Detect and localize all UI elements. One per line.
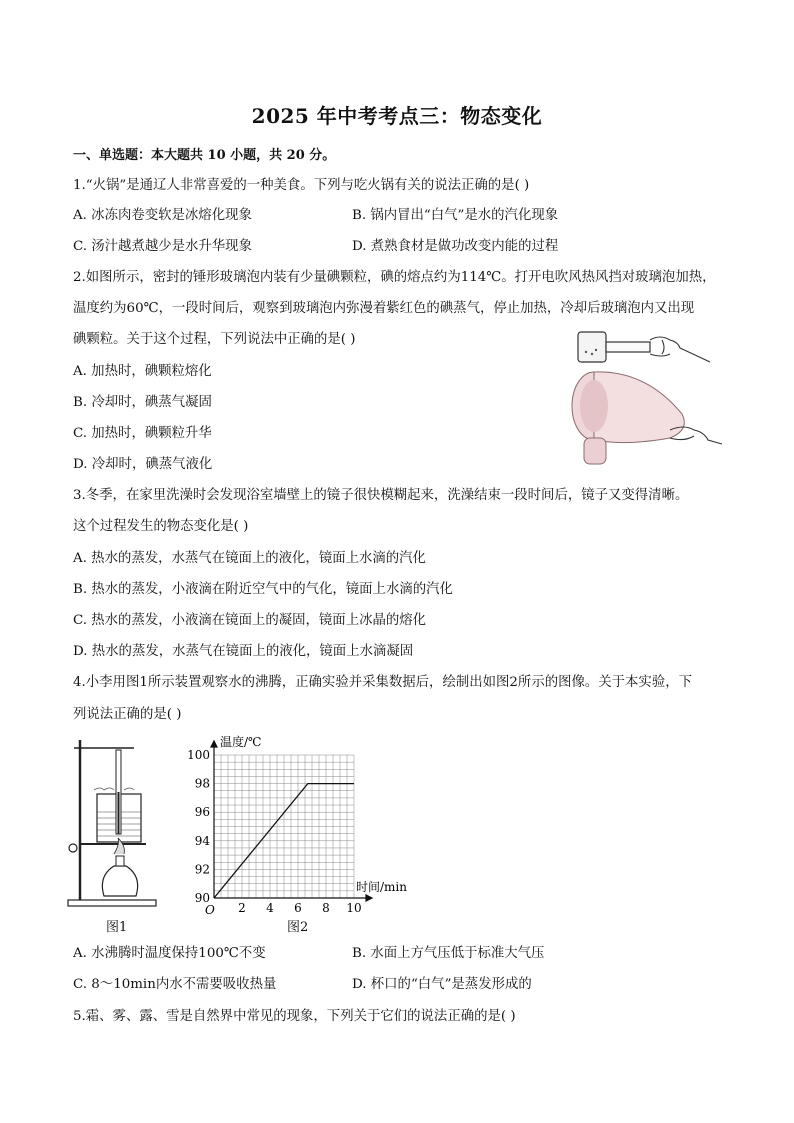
y-axis-label: 温度/℃ bbox=[220, 735, 262, 749]
x-tick-label: 10 bbox=[346, 901, 362, 915]
y-tick-label: 98 bbox=[194, 776, 210, 791]
q3-option-c: C. 热水的蒸发，小液滴在镜面上的凝固，镜面上冰晶的熔化 bbox=[73, 613, 427, 628]
question-4-stem-line1: 4.小李用图1所示装置观察水的沸腾，正确实验并采集数据后，绘制出如图2所示的图像。关于本实验，下 bbox=[73, 675, 692, 690]
x-tick-label: 2 bbox=[238, 901, 246, 915]
stand-base bbox=[68, 900, 156, 906]
x-tick-label: 4 bbox=[266, 901, 274, 915]
hand-icon bbox=[650, 337, 710, 362]
glass-bulb-icon bbox=[578, 332, 606, 362]
q4-option-d: D. 杯口的“白气”是蒸发形成的 bbox=[352, 977, 532, 992]
hair-dryer-figure bbox=[566, 326, 724, 470]
question-3-stem-line1: 3.冬季，在家里洗澡时会发现浴室墙壁上的镜子很快模糊起来，洗澡结束一段时间后，镜子又变得清晰。 bbox=[73, 488, 689, 503]
y-axis-arrow bbox=[211, 741, 217, 747]
question-2-stem-line3: 碘颗粒。关于这个过程，下列说法中正确的是( ) bbox=[73, 332, 356, 347]
q2-option-c: C. 加热时，碘颗粒升华 bbox=[73, 426, 212, 441]
question-1-stem: 1.“火锅”是通辽人非常喜爱的一种美食。下列与吃火锅有关的说法正确的是( ) bbox=[73, 178, 530, 193]
q1-option-a: A. 冰冻肉卷变软是冰熔化现象 bbox=[73, 208, 252, 223]
q3-option-d: D. 热水的蒸发，水蒸气在镜面上的液化，镜面上水滴凝固 bbox=[73, 644, 414, 659]
x-tick-label: 8 bbox=[322, 901, 330, 915]
question-5-stem: 5.霜、雾、露、雪是自然界中常见的现象，下列关于它们的说法正确的是( ) bbox=[73, 1009, 516, 1024]
q4-option-b: B. 水面上方气压低于标准大气压 bbox=[352, 946, 545, 961]
question-2-stem-line2: 温度约为60℃，一段时间后，观察到玻璃泡内弥漫着紫红色的碘蒸气，停止加热，冷却后玻璃泡内又出现 bbox=[73, 301, 695, 316]
page-title: 2025 年中考考点三：物态变化 bbox=[251, 104, 543, 128]
q1-option-d: D. 煮熟食材是做功改变内能的过程 bbox=[352, 239, 559, 254]
section-heading: 一、单选题：本大题共 10 小题，共 20 分。 bbox=[73, 148, 336, 163]
y-tick-label: 92 bbox=[194, 862, 210, 877]
y-tick-label: 94 bbox=[194, 833, 210, 848]
y-tick-label: 96 bbox=[194, 805, 210, 820]
q2-option-a: A. 加热时，碘颗粒熔化 bbox=[73, 364, 212, 379]
q2-option-d: D. 冷却时，碘蒸气液化 bbox=[73, 457, 213, 472]
q1-option-b: B. 锅内冒出“白气”是水的汽化现象 bbox=[352, 208, 559, 223]
figure-2-caption: 图2 bbox=[287, 920, 309, 935]
y-tick-label: 100 bbox=[187, 748, 210, 762]
question-4-stem-line2: 列说法正确的是( ) bbox=[73, 707, 182, 722]
q4-option-c: C. 8～10min内水不需要吸收热量 bbox=[73, 977, 277, 992]
x-tick-label: 6 bbox=[294, 901, 302, 915]
question-2-stem-line1: 2.如图所示，密封的锤形玻璃泡内装有少量碘颗粒，碘的熔点约为114℃。打开电吹风热风挡对玻璃泡加热， bbox=[73, 270, 716, 285]
q3-option-a: A. 热水的蒸发，水蒸气在镜面上的液化，镜面上水滴的汽化 bbox=[73, 551, 426, 566]
question-3-stem-line2: 这个过程发生的物态变化是( ) bbox=[73, 519, 249, 534]
q2-option-b: B. 冷却时，碘蒸气凝固 bbox=[73, 395, 212, 410]
x-axis-arrow bbox=[366, 895, 372, 901]
q1-option-c: C. 汤汁越煮越少是水升华现象 bbox=[73, 239, 252, 254]
boiling-apparatus-figure bbox=[64, 732, 164, 916]
origin-label: O bbox=[205, 903, 215, 917]
temperature-time-chart bbox=[180, 731, 420, 919]
figure-1-caption: 图1 bbox=[106, 920, 128, 935]
q4-option-a: A. 水沸腾时温度保持100℃不变 bbox=[73, 946, 266, 961]
y-tick-label: 90 bbox=[194, 891, 210, 905]
q3-option-b: B. 热水的蒸发，小液滴在附近空气中的气化，镜面上水滴的汽化 bbox=[73, 582, 453, 597]
x-axis-label: 时间/min bbox=[356, 880, 407, 894]
alcohol-lamp-icon bbox=[102, 866, 137, 896]
flame-icon bbox=[114, 838, 124, 854]
